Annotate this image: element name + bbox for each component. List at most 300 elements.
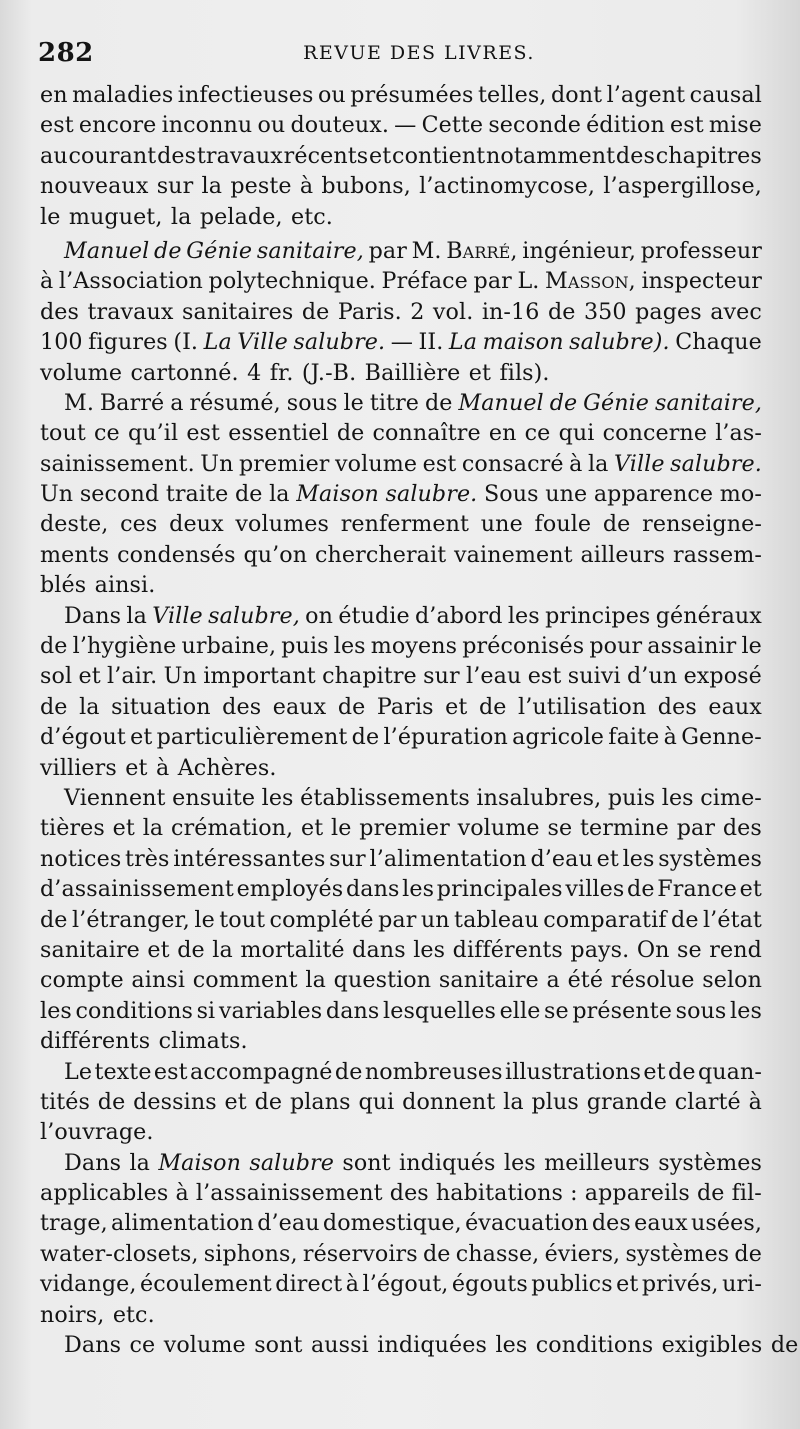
word: ainsi — [131, 967, 186, 994]
word: par — [368, 237, 407, 264]
word: ce — [524, 420, 551, 447]
word: si — [196, 997, 216, 1024]
word: l’assainissement — [195, 1180, 383, 1207]
word: privés, — [641, 1271, 719, 1298]
word: 100 — [40, 329, 83, 356]
word: concerne — [602, 420, 708, 447]
word: l’aspergillose, — [603, 173, 762, 200]
word: de — [602, 511, 631, 538]
word: sur — [329, 845, 366, 872]
word: on — [305, 602, 334, 629]
word: récents — [283, 142, 369, 169]
word: qui — [558, 420, 595, 447]
word: applicables — [40, 1180, 169, 1207]
word: de — [351, 724, 380, 751]
word: de — [301, 298, 330, 325]
word: établissements — [300, 784, 470, 811]
word: chasse, — [455, 1240, 540, 1267]
word: M. — [64, 389, 94, 416]
word: égouts — [451, 1271, 528, 1298]
word: de — [424, 389, 453, 416]
word: Barré, — [446, 237, 518, 264]
word: traite — [165, 481, 229, 508]
word: de — [770, 1332, 799, 1359]
text-line — [40, 1148, 762, 1178]
word: trage, — [40, 1210, 108, 1237]
word: 2 — [410, 298, 425, 325]
word: le — [343, 389, 364, 416]
word: est — [153, 1058, 188, 1085]
word: rassem- — [673, 541, 762, 568]
page-number: 282 — [38, 38, 94, 68]
word: l’état — [702, 906, 762, 933]
word: professeur — [640, 237, 762, 264]
word: telles, — [477, 82, 547, 108]
word: nombreuses — [364, 1058, 503, 1085]
word: Génie — [583, 389, 650, 416]
word: par — [676, 815, 716, 842]
text-line — [40, 202, 762, 232]
word: à — [569, 450, 583, 477]
paragraph — [40, 1330, 799, 1360]
word: M. — [411, 237, 442, 264]
word: moyens — [370, 633, 458, 660]
word: au — [40, 142, 68, 169]
word: ce — [129, 1332, 156, 1359]
word: courant — [68, 142, 157, 169]
word: se — [547, 815, 573, 842]
word: Ville — [237, 329, 288, 356]
text-line — [40, 1178, 762, 1208]
word: une — [480, 511, 523, 538]
word: foule — [534, 511, 592, 538]
word: l’agent — [606, 82, 686, 108]
word: ce — [94, 420, 120, 447]
word: apparence — [593, 481, 714, 508]
word: à — [663, 724, 677, 751]
text-line — [40, 722, 762, 752]
word: et — [130, 724, 153, 751]
word: On — [636, 936, 670, 963]
word: alimentation — [111, 1210, 254, 1237]
word: variables — [218, 997, 323, 1024]
word: usées, — [691, 1210, 762, 1237]
word: dont — [550, 82, 603, 108]
word: et — [616, 1271, 639, 1298]
word: L. — [517, 268, 540, 295]
word: les — [661, 784, 694, 811]
running-title: REVUE DES LIVRES. — [303, 42, 535, 64]
word: de — [734, 1240, 762, 1267]
word: salubre). — [569, 329, 670, 356]
word: consacré — [461, 450, 564, 477]
word: en — [40, 82, 68, 108]
word: de — [336, 420, 365, 447]
word: essentiel — [228, 420, 329, 447]
text-line — [40, 141, 762, 171]
word: Un — [200, 450, 234, 477]
word: de — [549, 389, 578, 416]
page-body-text — [40, 80, 799, 1360]
word: la — [305, 967, 326, 994]
word: Dans — [64, 1332, 122, 1359]
word: mise — [708, 112, 762, 139]
text-line — [40, 540, 762, 570]
text-line — [40, 661, 762, 691]
word: deux — [169, 511, 224, 538]
word: qu’il — [127, 420, 179, 447]
word: bubons, — [321, 173, 411, 200]
word: encore — [78, 112, 157, 139]
word: résumé, — [189, 389, 281, 416]
word: vidange, — [40, 1271, 137, 1298]
word: d’assainissement — [40, 876, 234, 903]
word: muguet, — [68, 203, 163, 230]
word: comparatif — [543, 906, 667, 933]
word: Masson, — [545, 268, 636, 295]
word: et — [468, 359, 492, 386]
word: résolue — [610, 967, 695, 994]
word: Paris. — [337, 298, 402, 325]
word: de — [696, 1180, 725, 1207]
word: mo- — [719, 481, 762, 508]
word: donnent — [402, 1088, 496, 1115]
word: rend — [709, 936, 762, 963]
word: dessins — [133, 1088, 217, 1115]
word: des — [722, 815, 762, 842]
word: volume — [40, 359, 123, 386]
text-line — [40, 1300, 762, 1330]
word: l’étranger, — [71, 906, 190, 933]
text-line — [40, 297, 762, 327]
word: causal — [689, 82, 762, 108]
word: eaux — [272, 693, 327, 720]
word: condensés — [117, 541, 236, 568]
word: insalubres, — [476, 784, 602, 811]
word: systèmes — [625, 1240, 730, 1267]
text-line — [40, 80, 762, 110]
text-line — [40, 171, 762, 201]
word: de — [337, 693, 366, 720]
word: tout — [40, 420, 86, 447]
word: l’as- — [715, 420, 762, 447]
word: et — [78, 663, 101, 690]
word: vainement — [454, 541, 573, 568]
word: l’eau — [466, 663, 522, 690]
word: se — [544, 997, 569, 1024]
word: plus — [531, 1088, 579, 1115]
word: sous — [675, 997, 727, 1024]
word: direct — [275, 1271, 343, 1298]
text-line — [40, 570, 762, 600]
word: a — [170, 389, 184, 416]
word: de — [627, 876, 655, 903]
word: des — [389, 1180, 429, 1207]
word: Genne- — [681, 724, 762, 751]
word: polytechnique. — [208, 268, 376, 295]
word: à — [299, 173, 314, 200]
word: tières — [40, 815, 105, 842]
word: Viennent — [64, 784, 166, 811]
text-line — [40, 753, 762, 783]
word: a — [546, 967, 560, 994]
word: de — [40, 633, 68, 660]
word: à — [40, 268, 54, 295]
word: Achères. — [177, 754, 277, 781]
word: exposé — [683, 663, 762, 690]
word: les — [507, 602, 540, 629]
word: 350 — [583, 298, 627, 325]
word: sanitaire — [40, 936, 140, 963]
word: dans — [325, 997, 380, 1024]
word: le — [194, 906, 215, 933]
word: les — [730, 997, 762, 1024]
word: faite — [608, 724, 660, 751]
word: des — [657, 693, 697, 720]
word: l’hygiène — [72, 633, 177, 660]
word: urbaine, — [181, 633, 277, 660]
word: ou — [257, 112, 286, 139]
word: Maison — [296, 481, 379, 508]
word: ailleurs — [580, 541, 666, 568]
text-line — [40, 1239, 762, 1269]
word: seconde — [488, 112, 581, 139]
paragraph — [40, 80, 762, 232]
word: particulièrement — [156, 724, 348, 751]
word: second — [79, 481, 160, 508]
word: Génie — [186, 237, 253, 264]
word: de — [668, 1058, 696, 1085]
word: est — [527, 663, 562, 690]
word: Un — [40, 481, 74, 508]
word: volume — [163, 1332, 246, 1359]
word: Ville — [614, 450, 665, 477]
word: agricole — [512, 724, 605, 751]
word: été — [567, 967, 604, 994]
word: conditions — [535, 1332, 654, 1359]
word: les — [402, 876, 435, 903]
word: est — [40, 112, 74, 139]
word: mortalité — [240, 936, 345, 963]
text-line — [40, 479, 762, 509]
word: eaux — [634, 1210, 688, 1237]
word: se — [677, 936, 702, 963]
word: pays. — [570, 936, 630, 963]
text-line — [40, 110, 762, 140]
word: sur — [156, 173, 194, 200]
word: siphons, — [203, 1240, 298, 1267]
word: cartonné. — [130, 359, 239, 386]
word: tableau — [454, 906, 539, 933]
text-line — [40, 692, 762, 722]
word: dans — [345, 876, 400, 903]
word: l’égout, — [362, 1271, 449, 1298]
word: notices — [40, 845, 122, 872]
word: villes — [565, 876, 625, 903]
text-line — [40, 236, 762, 266]
word: qu’on — [243, 541, 308, 568]
word: important — [203, 663, 316, 690]
word: et — [596, 845, 619, 872]
word: tités — [40, 1088, 90, 1115]
word: (I. — [173, 329, 199, 356]
word: sanitaire, — [654, 389, 762, 416]
word: pages — [635, 298, 702, 325]
paragraph — [40, 783, 762, 1057]
word: et — [301, 815, 324, 842]
word: habitations — [435, 1180, 563, 1207]
word: situation — [111, 693, 211, 720]
word: des — [591, 1210, 631, 1237]
word: (J.-B. — [301, 359, 357, 386]
word: lesquelles — [383, 997, 496, 1024]
word: inspecteur — [641, 268, 762, 295]
word: climats. — [158, 1028, 248, 1055]
word: Maison — [158, 1149, 241, 1176]
word: de — [671, 906, 699, 933]
word: appareils — [584, 1180, 690, 1207]
word: premier — [359, 815, 450, 842]
word: elle — [499, 997, 541, 1024]
paragraph — [40, 1057, 762, 1148]
text-line — [40, 813, 762, 843]
word: étudie — [338, 602, 410, 629]
word: et — [369, 142, 392, 169]
word: chapitre — [322, 663, 417, 690]
word: le — [741, 633, 762, 660]
word: volume — [457, 815, 540, 842]
word: très — [125, 845, 170, 872]
word: la — [142, 815, 164, 842]
word: de — [40, 906, 68, 933]
word: infectieuses — [177, 82, 314, 108]
text-line — [40, 449, 762, 479]
word: travaux — [196, 142, 283, 169]
word: dans — [352, 936, 406, 963]
word: les — [495, 1332, 528, 1359]
word: un — [420, 906, 450, 933]
text-line — [40, 935, 762, 965]
word: Manuel — [64, 237, 150, 264]
word: l’alimentation — [369, 845, 527, 872]
word: grande — [586, 1088, 667, 1115]
word: suivi — [567, 663, 621, 690]
word: ou — [317, 82, 346, 108]
word: ces — [120, 511, 158, 538]
word: indiquées — [377, 1332, 488, 1359]
word: in-16 — [481, 298, 540, 325]
word: et — [224, 1088, 247, 1115]
word: d’un — [626, 663, 678, 690]
word: Paris — [376, 693, 434, 720]
word: l’utilisation — [518, 693, 647, 720]
word: indiqués — [399, 1149, 496, 1176]
text-line — [40, 1269, 762, 1299]
word: de — [478, 693, 507, 720]
word: II. — [418, 329, 444, 356]
word: des — [222, 693, 262, 720]
word: crémation, — [171, 815, 294, 842]
word: blés — [40, 572, 87, 599]
word: accompagné — [190, 1058, 333, 1085]
word: nouveaux — [40, 173, 149, 200]
word: de — [177, 936, 205, 963]
word: principes — [545, 602, 651, 629]
word: cime- — [700, 784, 762, 811]
word: Barré — [99, 389, 165, 416]
word: réservoirs — [302, 1240, 418, 1267]
word: La — [203, 329, 232, 356]
word: sont — [342, 1149, 391, 1176]
page-header — [38, 38, 760, 72]
word: est — [422, 450, 457, 477]
word: à — [175, 1180, 189, 1207]
word: vol. — [432, 298, 474, 325]
word: de — [40, 693, 68, 720]
word: France — [657, 876, 737, 903]
word: illustrations — [505, 1058, 642, 1085]
word: pour — [589, 633, 643, 660]
word: l’ouvrage. — [40, 1119, 154, 1146]
word: puis — [607, 784, 656, 811]
word: chercherait — [314, 541, 447, 568]
word: Cette — [421, 112, 484, 139]
word: les — [503, 1149, 536, 1176]
word: en — [488, 420, 517, 447]
text-line — [40, 783, 762, 813]
word: 4 — [247, 359, 262, 386]
word: fil- — [731, 1180, 762, 1207]
word: pelade, — [199, 203, 283, 230]
word: une — [545, 481, 588, 508]
word: de — [154, 237, 182, 264]
word: le — [331, 815, 352, 842]
text-line — [40, 965, 762, 995]
word: la — [212, 936, 233, 963]
word: conditions — [75, 997, 193, 1024]
word: Manuel — [458, 389, 544, 416]
paragraph — [40, 388, 762, 601]
word: assainir — [647, 633, 737, 660]
word: La — [448, 329, 478, 356]
word: aussi — [310, 1332, 369, 1359]
word: complété — [269, 906, 374, 933]
text-line — [40, 509, 762, 539]
word: : — [570, 1180, 578, 1207]
word: termine — [579, 815, 669, 842]
word: renseigne- — [642, 511, 762, 538]
word: la — [269, 481, 290, 508]
word: la — [170, 203, 192, 230]
word: à — [345, 1271, 360, 1298]
word: premier — [239, 450, 330, 477]
word: et — [739, 876, 762, 903]
word: uri- — [722, 1271, 762, 1298]
word: les — [261, 784, 294, 811]
word: des — [615, 142, 655, 169]
word: sol — [40, 663, 73, 690]
word: Le — [64, 1058, 93, 1085]
word: Baillière — [364, 359, 461, 386]
word: de — [254, 1088, 283, 1115]
word: de — [334, 1058, 363, 1085]
word: sanitaire — [438, 967, 539, 994]
text-line — [40, 996, 762, 1026]
word: d’eau — [257, 1210, 320, 1237]
text-line — [40, 1330, 799, 1360]
word: l’épuration — [383, 724, 508, 751]
word: préconisés — [462, 633, 585, 660]
